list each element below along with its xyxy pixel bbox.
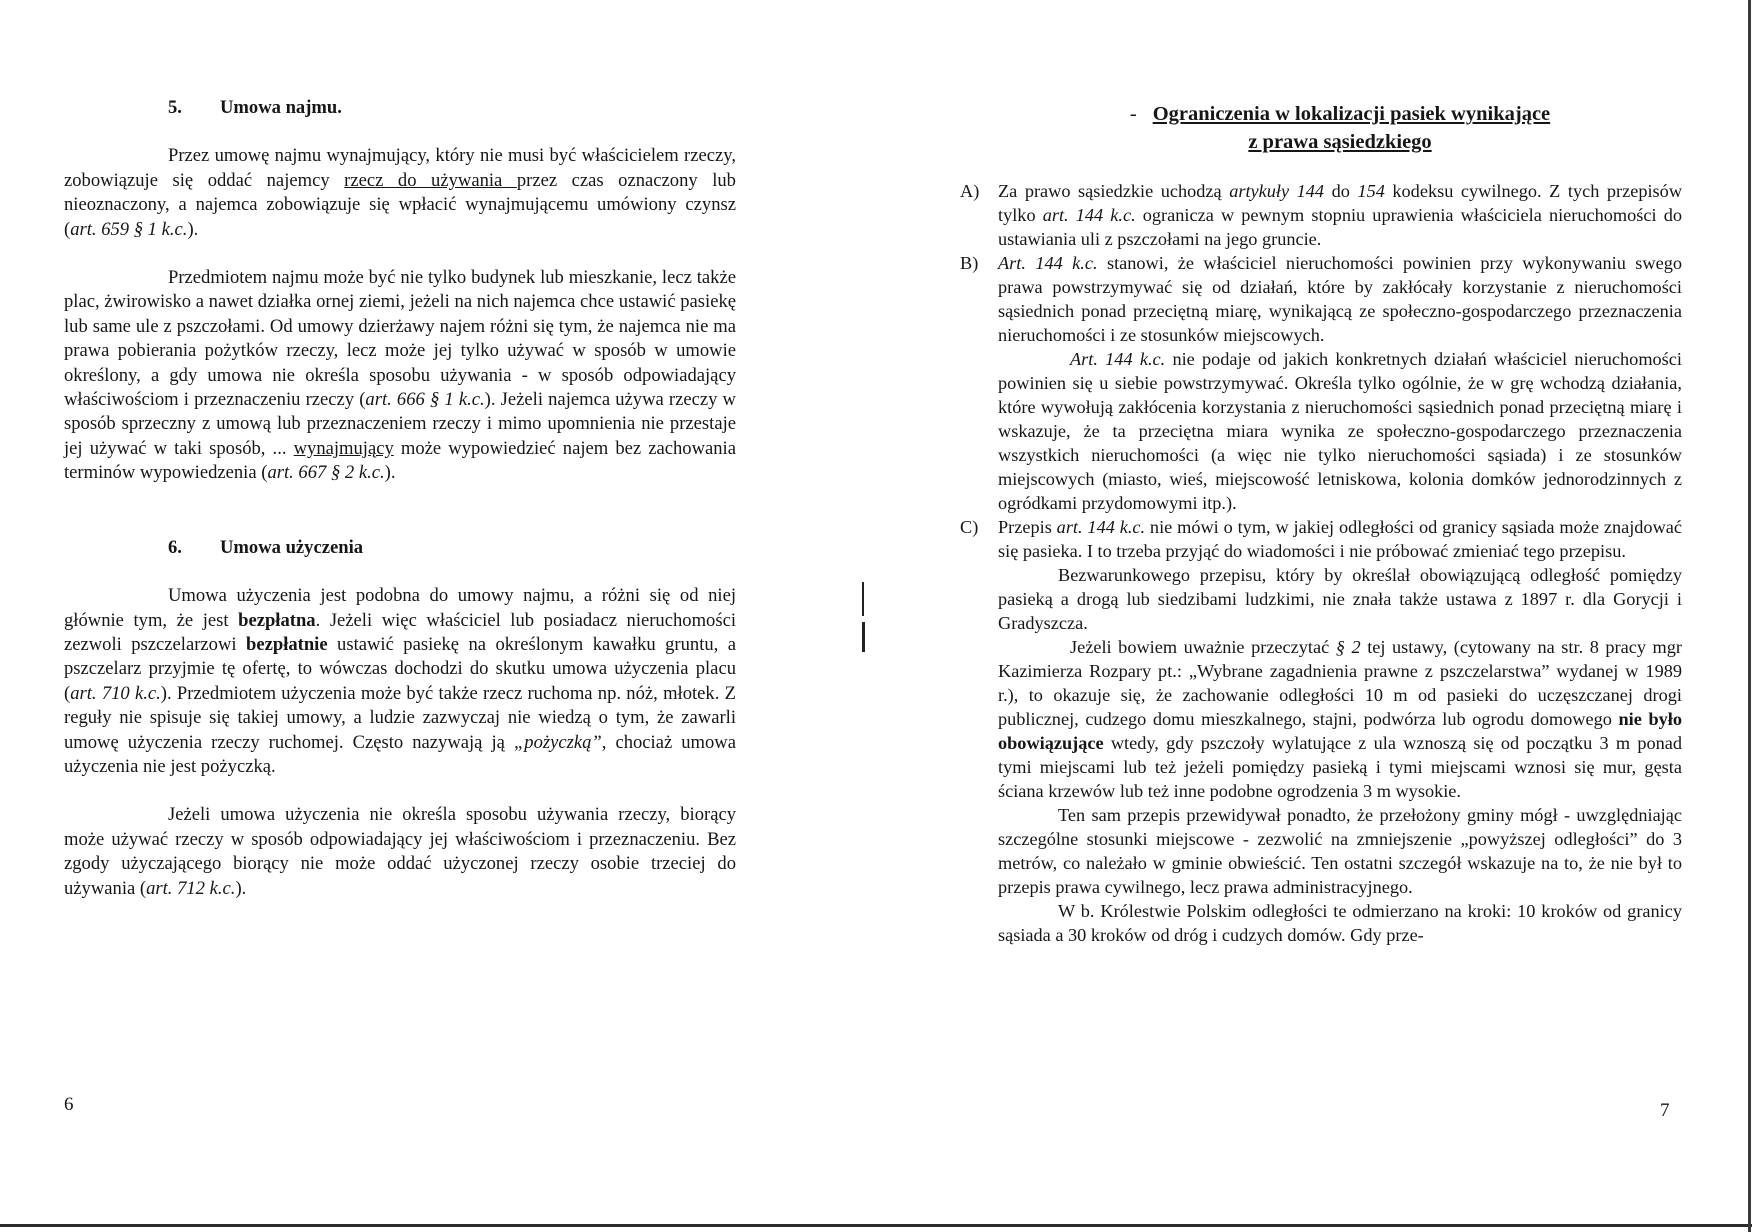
list-marker-b: B) — [960, 253, 979, 273]
article-citation: Art. 144 k.c. — [1070, 349, 1166, 369]
text-run: może wypowiedzieć najem bez zachowania terminów wypowiedzenia ( — [64, 437, 736, 484]
text-run: , chociaż umowa użyczenia nie jest pożyczką. — [64, 731, 736, 777]
section-title-line-2: z prawa sąsiedzkiego — [1248, 131, 1432, 153]
text-run: Umowa użyczenia jest podobna do umowy najmu, a różni się od niej głównie tym, że jest — [64, 585, 736, 631]
section-6-paragraph-1 — [64, 584, 736, 779]
underlined-text: rzecz do używania — [344, 169, 517, 191]
paragraph-citation: § 2 — [1335, 637, 1361, 657]
text-run: Za prawo sąsiedzkie uchodzą — [998, 181, 1230, 201]
text-run: ). — [384, 462, 396, 484]
bold-text: nie było obowiązujące — [998, 709, 1682, 753]
underlined-text: wynajmujący — [293, 437, 394, 459]
text-run: wtedy, gdy pszczoły wylatujące z ula wznoszą się od początku 3 m ponad tymi miejscami lub też jeżeli pomiędzy pasieką i tymi miejscami wznosi się mur, gęsta ściana krzewów lub też inne podobne ogrodzenia 3 m wysokie. — [998, 733, 1682, 801]
section-title-line-1 — [1080, 100, 1600, 128]
text-run: Przepis — [998, 517, 1057, 537]
right-page — [960, 0, 1720, 1232]
article-citation: art. 666 § 1 k.c. — [365, 389, 485, 411]
text-run: ustawić pasiekę na określonym kawałku gruntu, a pszczelarz przyjmie tę ofertę, to wówczas dochodzi do skutku umowa użyczenia placu ( — [64, 633, 736, 704]
text-run: ). Jeżeli najemca używa rzeczy w sposób sprzeczny z umową lub przeznaczeniem rzeczy i mimo upomnienia nie przestaje jej używać w taki sposób, ... — [64, 389, 736, 459]
right-page-text — [960, 179, 1682, 947]
text-run: przez czas oznaczony lub nieoznaczony, a najemca zobowiązuje się wpłacić wynajmującemu umówiony czynsz ( — [64, 169, 736, 240]
article-citation: art. 144 k.c. — [1042, 205, 1136, 225]
article-citation: art. 659 § 1 k.c. — [70, 218, 188, 240]
text-run: ogranicza w pewnym stopniu uprawienia właściciela nieruchomości do ustawiania uli z pszczołami na jego gruncie. — [998, 205, 1682, 249]
left-page — [0, 0, 860, 1232]
page-number-left: 6 — [64, 1094, 74, 1115]
article-citation: art. 144 k.c. — [1056, 517, 1146, 537]
text-run: Przez umowę najmu wynajmujący, który nie musi być właścicielem rzeczy, zobowiązuje się oddać najemcy — [64, 145, 736, 191]
text-run: ). — [235, 877, 247, 899]
list-item-b-paragraph-2 — [998, 347, 1682, 515]
list-item-c-paragraph-3 — [998, 635, 1682, 803]
title-text-1: Ograniczenia w lokalizacji pasiek wynikające — [1152, 103, 1551, 125]
left-page-text — [64, 96, 736, 901]
text-run: ). Przedmiotem użyczenia może być także rzecz ruchoma np. nóż, młotek. Z reguły nie spisuje się takiej umowy, a ludzie zazwyczaj nie wiedzą o tym, że zawarli umowę użyczenia rzeczy ruchomej. Często nazywają ją — [64, 682, 736, 753]
section-6-number: 6. — [168, 536, 182, 558]
list-item-c-paragraph-5: W b. Królestwie Polskim odległości te odmierzano na kroki: 10 kroków od granicy sąsiada a 30 kroków od dróg i cudzych domów. Gdy prze- — [998, 901, 1682, 945]
bold-text: bezpłatna — [238, 609, 316, 631]
text-run: nie mówi o tym, w jakiej odległości od granicy sąsiada może znajdować się pasieka. I to trzeba przyjąć do wiadomości i nie próbować zmieniać tego przepisu. — [998, 517, 1682, 561]
list-item-c-paragraph-2: Bezwarunkowego przepisu, który by określał obowiązującą odległość pomiędzy pasieką a drogą lub siedzibami ludzkimi, nie znała także ustawa z 1897 r. dla Gorycji i Gradyszcza. — [998, 565, 1682, 633]
binding-mark-lower — [862, 622, 865, 652]
text-run: ). — [187, 218, 199, 240]
section-5-paragraph-2 — [64, 266, 736, 486]
text-run: Jeżeli bowiem uważnie przeczytać — [1070, 637, 1336, 657]
list-item-c-paragraph-4: Ten sam przepis przewidywał ponadto, że przełożony gminy mógł - uwzględniając szczególne stosunki miejscowe - zezwolić na zmniejszenie „powyższej odległości” do 3 metrów, co należało w gminie obwieścić. Ten ostatni szczegół wskazuje na to, że nie był to przepis prawa cywilnego, lecz prawa administracyjnego. — [998, 805, 1682, 897]
text-run: Przedmiotem najmu może być nie tylko budynek lub mieszkanie, lecz także plac, żwirowisko a nawet działka ornej ziemi, jeżeli na nich najemca chce ustawić pasiekę lub same ule z pszczołami. Od umowy dzierżawy najem różni się tym, że najemca nie ma prawa pobierania pożytków rzeczy, lecz może jej tylko używać w sposób w umowie określony, a gdy umowa nie określa sposobu używania - w sposób odpowiadający właściwościom i przeznaczeniu rzeczy ( — [64, 267, 736, 411]
section-title — [1080, 100, 1600, 156]
article-citation: art. 712 k.c. — [146, 877, 236, 899]
binding-mark-upper — [862, 582, 864, 616]
section-5-heading — [168, 96, 736, 120]
list-item-a — [960, 179, 1682, 251]
article-citation: 154 — [1357, 181, 1385, 201]
bold-text: bezpłatnie — [246, 633, 328, 655]
text-run: kodeksu cywilnego. Z tych przepisów tylko — [998, 181, 1683, 225]
section-5-paragraph-1 — [64, 144, 736, 242]
article-citation: art. 710 k.c. — [70, 682, 161, 704]
article-citation: artykuły 144 — [1229, 181, 1325, 201]
scan-right-edge — [1748, 0, 1751, 1232]
scan-bottom-edge — [0, 1224, 1752, 1227]
article-citation: art. 667 § 2 k.c. — [267, 462, 385, 484]
text-run: stanowi, że właściciel nieruchomości powinien przy wykonywaniu swego prawa powstrzymywać się od działań, które by zakłócały korzystanie z nieruchomości sąsiednich ponad przeciętną miarę, wynikającą ze społeczno-gospodarczego przeznaczenia nieruchomości i ze stosunków miejscowych. — [998, 253, 1682, 345]
section-6-paragraph-2 — [64, 803, 736, 901]
text-run: . Jeżeli więc właściciel lub posiadacz nieruchomości zezwoli pszczelarzowi — [64, 609, 736, 655]
section-5-title: Umowa najmu. — [220, 97, 342, 118]
text-run: tej ustawy, (cytowany na str. 8 pracy mgr Kazimierza Rozpary pt.: „Wybrane zagadnienia prawne z pszczelarstwa” wydanej w 1989 r.), to okazuje się, że zachowanie odległości 10 m od pasieki do uczęszczanej drogi publicznej, cudzego domu mieszkalnego, stajni, podwórza lub ogrodu domowego — [998, 637, 1682, 729]
list-marker-a: A) — [960, 181, 980, 201]
italic-text: „pożyczką” — [513, 731, 602, 753]
article-citation: Art. 144 k.c. — [998, 253, 1098, 273]
section-5-number: 5. — [168, 97, 182, 118]
list-item-c — [960, 515, 1682, 563]
page-number-right: 7 — [1660, 1100, 1670, 1121]
section-6-title: Umowa użyczenia — [220, 536, 364, 558]
title-dash: - — [1129, 103, 1137, 125]
list-marker-c: C) — [960, 517, 979, 537]
section-6-heading — [168, 536, 736, 560]
text-run: Jeżeli umowa użyczenia nie określa sposobu używania rzeczy, biorący może używać rzeczy w sposób odpowiadający jej właściwościom i przeznaczeniu. Bez zgody użyczającego biorący nie może oddać użyczonej rzeczy osobie trzeciej do używania ( — [64, 804, 736, 899]
text-run: do — [1324, 181, 1358, 201]
list-item-b — [960, 251, 1682, 347]
text-run: nie podaje od jakich konkretnych działań właściciel nieruchomości powinien się u siebie powstrzymywać. Określa tylko ogólnie, że w grę wchodzą działania, które wywołują zakłócenia korzystania z nieruchomości sąsiednich ponad przeciętną miarę i wskazuje, że ta przeciętna miara wynika ze społeczno-gospodarczego przeznaczenia wszystkich nieruchomości (a więc nie tylko nieruchomości sąsiada) i ze stosunków miejscowych (miasto, wieś, miejscowość letniskowa, kolonia domków jednorodzinnych z ogródkami przydomowymi itp.). — [998, 349, 1682, 513]
